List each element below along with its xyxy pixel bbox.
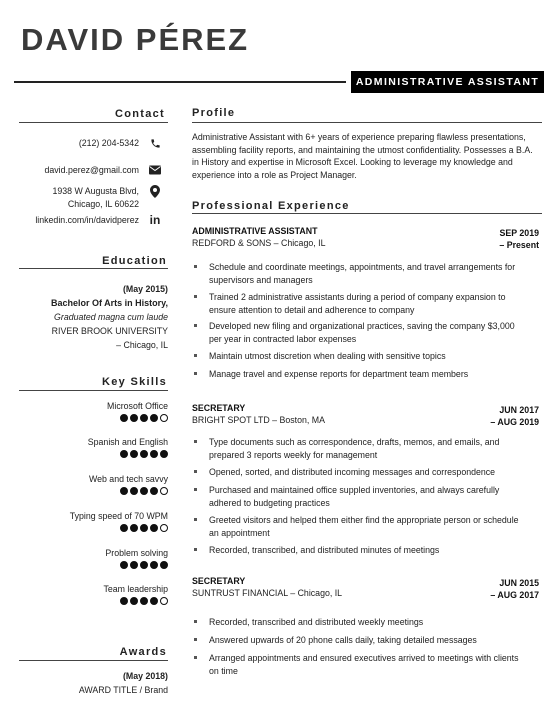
skill-rating xyxy=(70,524,168,532)
rating-dot-empty xyxy=(160,524,168,532)
education-divider xyxy=(19,268,168,269)
profile-summary: Administrative Assistant with 6+ years of experience preparing flawless presentations, assembling facility reports, and maintaining the utmost confidentiality. Possesses a B.A. in History and expertise in Microsoft Excel. Looking to leverage my knowledge and experience into a role as Project Manager. xyxy=(192,132,533,180)
job-date-start: SEP 2019 xyxy=(499,228,539,238)
rating-dot-filled xyxy=(120,561,128,569)
map-pin-icon xyxy=(149,185,161,197)
skills-heading: Key Skills xyxy=(102,376,167,388)
profile-heading: Profile xyxy=(192,107,236,119)
rating-dot-filled xyxy=(130,450,138,458)
skill-item xyxy=(107,401,168,422)
rating-dot-filled xyxy=(150,450,158,458)
rating-dot-filled xyxy=(160,450,168,458)
rating-dot-empty xyxy=(160,487,168,495)
job-date-end: – Present xyxy=(499,240,539,250)
skill-name: Microsoft Office xyxy=(107,401,168,411)
rating-dot-filled xyxy=(120,450,128,458)
education-date: (May 2015) xyxy=(123,284,168,294)
awards-divider xyxy=(19,660,168,661)
rating-dot-empty xyxy=(160,597,168,605)
job-bullet: Recorded, transcribed and distributed weekly meetings xyxy=(192,616,528,629)
job-bullet: Maintain utmost discretion when dealing with sensitive topics xyxy=(192,350,528,363)
rating-dot-filled xyxy=(120,487,128,495)
job-date-start: JUN 2017 xyxy=(499,405,539,415)
job-bullet: Manage travel and expense reports for department team members xyxy=(192,368,528,381)
address-line-1: 1938 W Augusta Blvd, xyxy=(52,186,139,196)
rating-dot-filled xyxy=(150,561,158,569)
job-date-start: JUN 2015 xyxy=(499,578,539,588)
contact-phone-row xyxy=(79,137,161,150)
rating-dot-filled xyxy=(140,524,148,532)
contact-email-row xyxy=(45,164,162,177)
candidate-name: DAVID PÉREZ xyxy=(21,22,250,57)
awards-entry xyxy=(79,669,168,697)
rating-dot-filled xyxy=(140,450,148,458)
skill-name: Team leadership xyxy=(103,584,168,594)
contact-email[interactable]: david.perez@gmail.com xyxy=(44,165,139,175)
experience-heading: Professional Experience xyxy=(192,200,350,212)
rating-dot-filled xyxy=(120,524,128,532)
skill-name: Web and tech savvy xyxy=(88,474,168,484)
education-heading: Education xyxy=(102,255,167,267)
rating-dot-filled xyxy=(130,561,138,569)
job-bullet: Opened, sorted, and distributed incoming messages and correspondence xyxy=(192,466,528,479)
address-line-2: Chicago, IL 60622 xyxy=(67,199,139,209)
job-bullet: Greeted visitors and helped them either find the appropriate person or schedule an appointment xyxy=(192,514,528,539)
rating-dot-filled xyxy=(150,487,158,495)
skill-item xyxy=(89,474,168,495)
skills-divider xyxy=(19,390,168,391)
job-company: BRIGHT SPOT LTD – Boston, MA xyxy=(192,415,325,425)
awards-heading: Awards xyxy=(119,646,167,658)
rating-dot-filled xyxy=(140,561,148,569)
experience-divider xyxy=(192,213,542,214)
skill-item xyxy=(88,437,168,458)
contact-phone[interactable]: (212) 204-5342 xyxy=(78,138,139,148)
skill-rating xyxy=(107,414,168,422)
job-bullet: Schedule and coordinate meetings, appointments, and travel arrangements for supervisors and managers xyxy=(192,261,528,286)
phone-icon xyxy=(149,137,161,149)
linkedin-icon: in xyxy=(149,212,161,227)
skill-item xyxy=(105,548,168,569)
skill-name: Typing speed of 70 WPM xyxy=(69,511,168,521)
job-date-end: – AUG 2019 xyxy=(490,417,539,427)
job-company: REDFORD & SONS – Chicago, IL xyxy=(192,238,326,248)
education-school: RIVER BROOK UNIVERSITY xyxy=(51,326,168,336)
job-title: SECRETARY xyxy=(192,403,246,413)
job-title: SECRETARY xyxy=(192,576,246,586)
skill-name: Problem solving xyxy=(105,548,168,558)
envelope-icon xyxy=(149,164,161,176)
job-title: ADMINISTRATIVE ASSISTANT xyxy=(192,226,318,236)
contact-divider xyxy=(19,122,168,123)
contact-heading: Contact xyxy=(114,108,165,120)
skill-item xyxy=(70,511,168,532)
rating-dot-filled xyxy=(160,561,168,569)
skill-name: Spanish and English xyxy=(87,437,168,447)
rating-dot-filled xyxy=(120,414,128,422)
job-bullet: Purchased and maintained office suppled inventories, and always carefully adhered to budgeting practices xyxy=(192,484,528,509)
job-company: SUNTRUST FINANCIAL – Chicago, IL xyxy=(192,588,343,598)
rating-dot-filled xyxy=(150,597,158,605)
job-bullet: Type documents such as correspondence, drafts, memos, and emails, and prepared 3 reports weekly for management xyxy=(192,436,528,461)
contact-linkedin[interactable]: linkedin.com/in/davidperez xyxy=(35,215,139,225)
contact-address xyxy=(52,185,139,211)
job-bullet: Answered upwards of 20 phone calls daily, taking detailed messages xyxy=(192,634,528,647)
job-bullet: Arranged appointments and ensured executives arrived to meetings with clients on time xyxy=(192,652,528,677)
skill-rating xyxy=(103,597,168,605)
job-bullet: Recorded, transcribed, and distributed minutes of meetings xyxy=(192,544,528,557)
rating-dot-filled xyxy=(130,597,138,605)
left-column xyxy=(0,0,175,724)
rating-dot-filled xyxy=(140,414,148,422)
education-location: – Chicago, IL xyxy=(116,340,168,350)
rating-dot-filled xyxy=(130,414,138,422)
job-date-end: – AUG 2017 xyxy=(490,590,539,600)
job-bullet: Trained 2 administrative assistants during a period of company expansion to ensure attention to detail and adherence to company xyxy=(192,291,528,316)
rating-dot-filled xyxy=(130,487,138,495)
job-bullet: Developed new filing and organizational practices, saving the company $3,000 per year in contracted labor expenses xyxy=(192,320,528,345)
skill-rating xyxy=(105,561,168,569)
skill-rating xyxy=(88,450,168,458)
rating-dot-empty xyxy=(160,414,168,422)
skill-rating xyxy=(89,487,168,495)
award-date: (May 2018) xyxy=(123,671,168,681)
job-title-banner xyxy=(351,71,544,93)
rating-dot-filled xyxy=(120,597,128,605)
education-honors: Graduated magna cum laude xyxy=(54,312,168,322)
job-title-text: ADMINISTRATIVE ASSISTANT xyxy=(355,76,540,88)
rating-dot-filled xyxy=(150,524,158,532)
rating-dot-filled xyxy=(150,414,158,422)
contact-linkedin-row xyxy=(35,214,161,227)
education-entry xyxy=(51,282,168,352)
rating-dot-filled xyxy=(130,524,138,532)
contact-address-row xyxy=(52,185,161,211)
rating-dot-filled xyxy=(140,487,148,495)
rating-dot-filled xyxy=(140,597,148,605)
award-title: AWARD TITLE / Brand xyxy=(78,685,168,695)
education-degree: Bachelor Of Arts in History, xyxy=(50,298,168,308)
profile-divider xyxy=(192,122,542,123)
skill-item xyxy=(103,584,168,605)
